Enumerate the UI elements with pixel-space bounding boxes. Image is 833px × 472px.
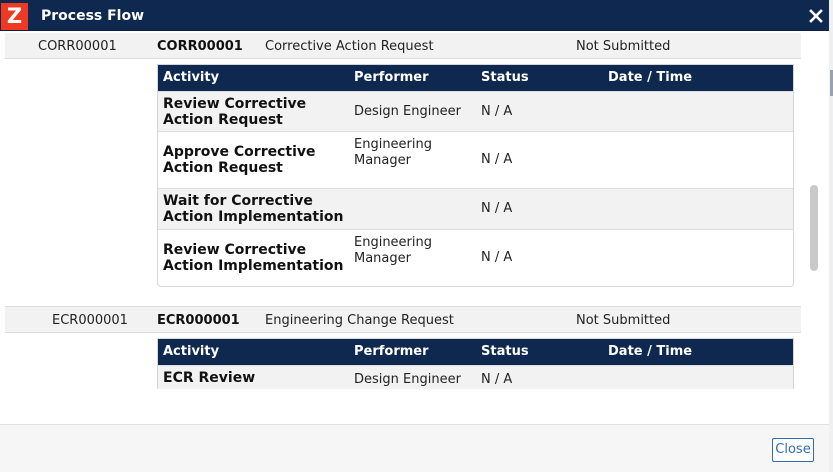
col-datetime: Date / Time — [608, 70, 693, 85]
activity-table-header — [158, 339, 793, 365]
activity-name: ECR Review — [163, 370, 256, 386]
process-flow-content[interactable] — [5, 32, 801, 389]
dialog-footer — [0, 424, 829, 472]
group-name: Engineering Change Request — [265, 313, 454, 328]
activity-name: Review Corrective Action Request — [163, 96, 307, 128]
group-body — [5, 59, 801, 307]
activity-row — [158, 131, 793, 188]
col-status: Status — [481, 70, 529, 85]
group-header[interactable] — [5, 33, 801, 59]
activity-table-header — [158, 65, 793, 91]
activity-performer: Engineering Manager — [354, 137, 432, 168]
activity-status: N / A — [481, 250, 513, 265]
group-state: Not Submitted — [576, 313, 671, 328]
col-performer: Performer — [354, 344, 429, 359]
activity-performer: Engineering Manager — [354, 235, 432, 266]
dialog-title: Process Flow — [41, 8, 145, 24]
activity-row — [158, 229, 793, 286]
activity-name: Review Corrective Action Implementation — [163, 242, 344, 274]
col-activity: Activity — [163, 344, 220, 359]
activity-row — [158, 365, 793, 389]
dialog-titlebar — [0, 0, 829, 31]
activity-name: Wait for Corrective Action Implementation — [163, 193, 344, 225]
col-datetime: Date / Time — [608, 344, 693, 359]
activity-performer: Design Engineer — [354, 104, 461, 119]
activity-row — [158, 91, 793, 131]
close-button[interactable]: Close — [772, 438, 814, 462]
group-code: ECR000001 — [157, 313, 240, 328]
activity-status: N / A — [481, 201, 513, 216]
group-body — [5, 333, 801, 389]
group-state: Not Submitted — [576, 39, 671, 54]
group-id: CORR00001 — [38, 39, 117, 54]
group-id: ECR000001 — [52, 313, 128, 328]
group-header[interactable] — [5, 307, 801, 333]
vertical-scrollbar[interactable] — [808, 32, 821, 389]
col-activity: Activity — [163, 70, 220, 85]
activity-row — [158, 188, 793, 229]
col-performer: Performer — [354, 70, 429, 85]
app-logo: Z — [1, 3, 28, 30]
group-name: Corrective Action Request — [265, 39, 434, 54]
activity-performer: Design Engineer — [354, 372, 461, 387]
activity-name: Approve Corrective Action Request — [163, 144, 316, 176]
close-icon[interactable] — [809, 9, 823, 23]
activity-table — [157, 338, 794, 389]
activity-table — [157, 64, 794, 287]
activity-status: N / A — [481, 372, 513, 387]
group-code: CORR00001 — [157, 39, 243, 54]
scrollbar-thumb[interactable] — [810, 185, 818, 271]
col-status: Status — [481, 344, 529, 359]
activity-status: N / A — [481, 104, 513, 119]
activity-status: N / A — [481, 152, 513, 167]
